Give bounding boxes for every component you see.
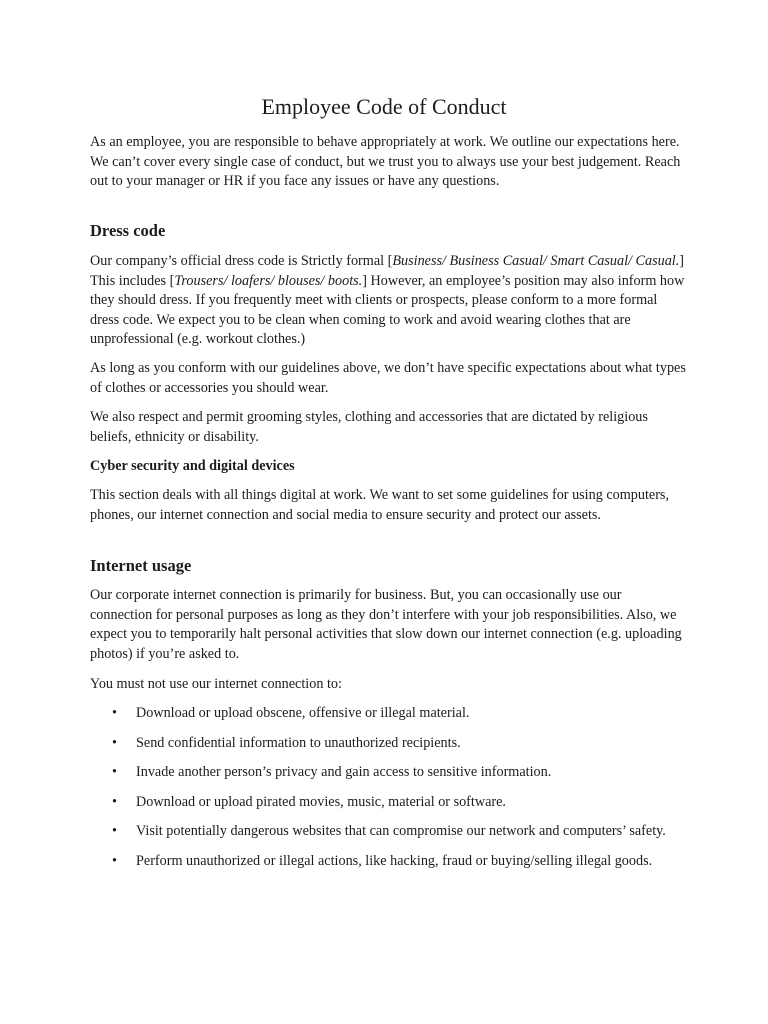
list-item-text: Perform unauthorized or illegal actions, like hacking, fraud or buying/selling illegal goods.	[136, 852, 653, 869]
dress-code-paragraph-3: We also respect and permit grooming styles, clothing and accessories that are dictated by religious beliefs, ethnicity or disability.	[90, 409, 648, 445]
document-title: Employee Code of Conduct	[261, 94, 507, 119]
dress-code-styles: Business/ Business Casual/ Smart Casual/ Casual.	[392, 253, 680, 269]
internet-usage-heading: Internet usage	[90, 556, 192, 575]
cyber-security-paragraph: This section deals with all things digital at work. We want to set some guidelines for using computers, phones, our internet connection and social media to ensure security and protect our assets.	[90, 487, 670, 523]
list-item-text: Send confidential information to unauthorized recipients.	[136, 734, 461, 751]
list-item-text: Visit potentially dangerous websites that can compromise our network and computers’ safety.	[136, 823, 666, 839]
cyber-security-heading: Cyber security and digital devices	[90, 458, 295, 474]
list-item	[90, 822, 686, 842]
prohibited-uses-list	[90, 704, 686, 881]
bullet-icon: •	[112, 764, 117, 780]
dress-code-items: Trousers/ loafers/ blouses/ boots.	[174, 272, 363, 289]
dress-code-paragraph-2: As long as you conform with our guidelines above, we don’t have specific expectations about what types of clothes or accessories you should wear.	[90, 360, 686, 396]
list-item	[90, 704, 686, 724]
bullet-icon: •	[112, 793, 117, 810]
list-item	[90, 852, 686, 872]
dress-code-paragraph-1	[90, 252, 686, 350]
internet-usage-intro-list: You must not use our internet connection to:	[90, 676, 342, 692]
dress-code-text-a: Our company’s official dress code is Strictly formal [	[90, 253, 393, 269]
dress-code-text-e: ] However, an employee’s position may also inform how they should dress. If you frequently meet with clients or prospects, please conform to a more formal dress code. We expect you to be clean when coming to work and avoid wearing clothes that are unprofessional (e.g. workout clothes.)	[90, 272, 685, 347]
bullet-icon: •	[112, 705, 117, 721]
bullet-icon: •	[112, 734, 117, 751]
dress-code-heading: Dress code	[90, 221, 166, 240]
list-item-text: Invade another person’s privacy and gain access to sensitive information.	[136, 764, 552, 780]
intro-paragraph: As an employee, you are responsible to behave appropriately at work. We outline our expectations here. We can’t cover every single case of conduct, but we trust you to always use your best judgement. Reach out to your manager or HR if you face any issues or have any questions.	[90, 134, 681, 189]
dress-code-text-c: ] This includes [	[90, 253, 685, 289]
bullet-icon: •	[112, 852, 117, 869]
internet-usage-paragraph: Our corporate internet connection is primarily for business. But, you can occasionally use our connection for personal purposes as long as they don’t interfere with your job responsibilities. Also, we expect you to temporarily halt personal activities that slow down our internet connection (e.g. uploading photos) if you’re asked to.	[90, 587, 682, 662]
list-item-text: Download or upload obscene, offensive or illegal material.	[136, 705, 470, 721]
list-item	[90, 734, 686, 754]
bullet-icon: •	[112, 823, 117, 839]
list-item-text: Download or upload pirated movies, music, material or software.	[136, 793, 506, 810]
list-item	[90, 793, 686, 813]
list-item	[90, 763, 686, 783]
